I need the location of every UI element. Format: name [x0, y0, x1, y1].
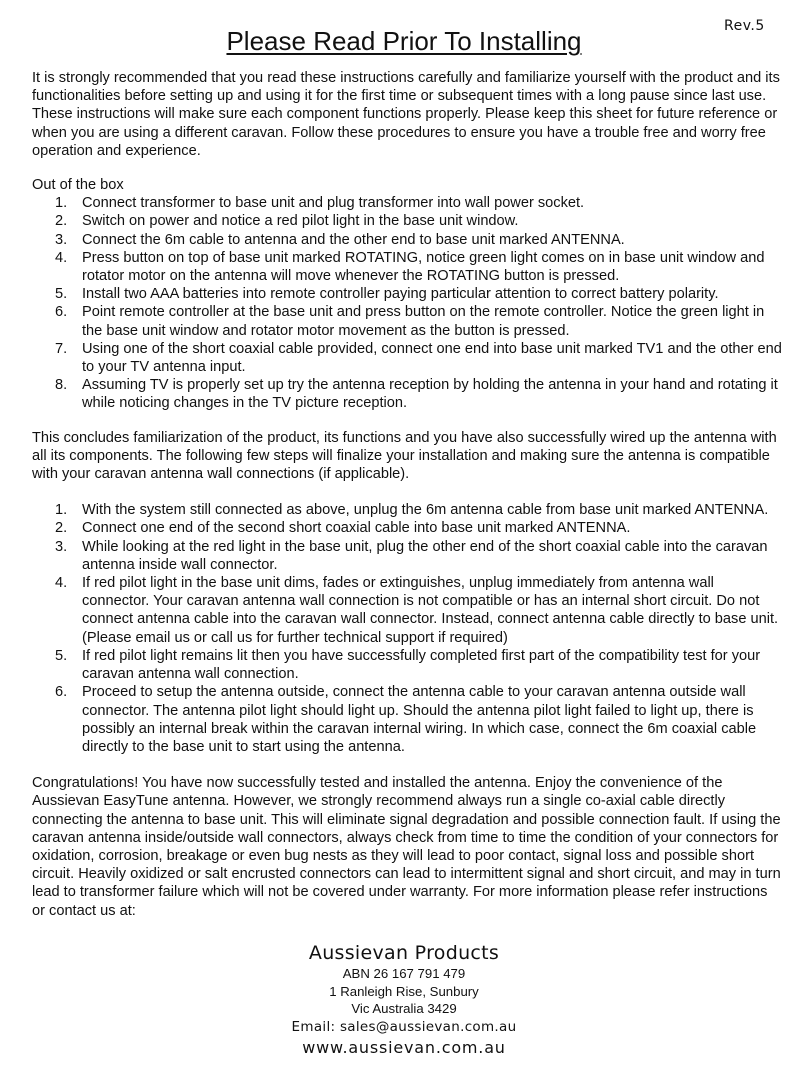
- list-item: [32, 231, 782, 249]
- intro-paragraph: It is strongly recommended that you read these instructions carefully and familiarize yourself with the product and its functionalities before setting up and using it for the first time or subsequent times with a long pause since last use. These instructions will make sure each component functions properly. Please keep this sheet for future reference or when you are using a different caravan. Follow these procedures to ensure you have a trouble free and worry free operation and experience.: [32, 70, 780, 159]
- step-text: While looking at the red light in the base unit, plug the other end of the short coaxial cable into the caravan antenna inside wall connector.: [82, 538, 768, 573]
- step-number: 2.: [55, 213, 68, 230]
- step-text: Connect the 6m cable to antenna and the other end to base unit marked ANTENNA.: [82, 231, 625, 248]
- list-item: [32, 249, 782, 285]
- website-link: www.aussievan.com.au: [302, 1037, 506, 1057]
- revision-label: Rev.5: [724, 18, 765, 34]
- step-number: 5.: [55, 286, 68, 303]
- step-text: With the system still connected as above, unplug the 6m antenna cable from base unit marked ANTENNA.: [82, 502, 769, 519]
- step-text: Press button on top of base unit marked ROTATING, notice green light comes on in base unit window and rotator motor on the antenna will move whenever the ROTATING button is pressed.: [82, 249, 765, 285]
- step-number: 1.: [55, 502, 68, 519]
- list-item: [32, 376, 782, 412]
- contact-block: [0, 941, 808, 1059]
- company-name: Aussievan Products: [308, 942, 500, 964]
- step-number: 7.: [55, 340, 68, 357]
- step-text: Point remote controller at the base unit and press button on the remote controller. Notice the green light in the base unit window and rotator motor movement as the button is pressed.: [82, 304, 765, 339]
- step-number: 1.: [55, 195, 68, 212]
- address-line-2: Vic Australia 3429: [351, 1001, 457, 1016]
- list-item: [32, 574, 782, 647]
- list-item: [32, 501, 782, 519]
- step-number: 4.: [55, 249, 68, 266]
- step-number: 5.: [55, 647, 68, 664]
- list-item: [32, 519, 782, 537]
- step-text: Connect one end of the second short coaxial cable into base unit marked ANTENNA.: [82, 520, 631, 537]
- conclusion-paragraph: This concludes familiarization of the product, its functions and you have also successfully wired up the antenna with all its components. The following few steps will finalize your installation and making sure the antenna is compatible with your caravan antenna wall connections (if applicable).: [32, 429, 777, 483]
- list-item: [32, 194, 782, 212]
- step-text: If red pilot light in the base unit dims, fades or extinguishes, unplug immediately from antenna wall connector. Your caravan antenna wall connection is not compatible or has an internal short circuit. Do not connect antenna cable into the caravan wall connector. Instead, connect antenna cable directly to base unit. (Please email us or call us for further technical support if required): [82, 575, 779, 646]
- compatibility-steps: [32, 501, 782, 756]
- step-text: Assuming TV is properly set up try the antenna reception by holding the antenna in your hand and rotating it while noticing changes in the TV picture reception.: [82, 377, 778, 412]
- closing-paragraph: Congratulations! You have now successfully tested and installed the antenna. Enjoy the convenience of the Aussievan EasyTune antenna. However, we strongly recommend always run a single co-axial cable directly connecting the antenna to base unit. This will eliminate signal degradation and possible connection fault. If using the caravan antenna inside/outside wall connectors, always check from time to time the condition of your connectors for oxidation, corrosion, breakage or even bug nests as they will lead to poor contact, signal loss and possible short circuit. Heavily oxidized or salt encrusted connectors can lead to intermittent signal and short circuit, and may in turn lead to transformer failure which will not be covered under warranty. For more information please refer instructions or contact us at:: [32, 775, 781, 919]
- list-item: [32, 340, 782, 376]
- out-of-box-steps: [32, 194, 782, 412]
- step-number: 6.: [55, 304, 68, 321]
- list-item: [32, 303, 782, 339]
- step-number: 2.: [55, 520, 68, 537]
- list-item: [32, 538, 782, 574]
- address-line-1: 1 Ranleigh Rise, Sunbury: [329, 983, 479, 999]
- step-text: Using one of the short coaxial cable provided, connect one end into base unit marked TV1 and the other end to your TV antenna input.: [82, 340, 782, 376]
- page-title: Please Read Prior To Installing: [226, 26, 582, 56]
- document-body: [32, 69, 782, 920]
- email-contact: Email: sales@aussievan.com.au: [291, 1018, 517, 1035]
- step-text: Switch on power and notice a red pilot light in the base unit window.: [82, 213, 519, 230]
- step-number: 4.: [55, 575, 68, 592]
- out-of-box-heading: Out of the box: [32, 177, 124, 194]
- step-text: Proceed to setup the antenna outside, connect the antenna cable to your caravan antenna outside wall connector. The antenna pilot light should light up. Should the antenna pilot light failed to light up, there is possibly an internal break within the caravan internal wiring. In which case, connect the 6m coaxial cable directly to the base unit to start using the antenna.: [82, 684, 757, 755]
- step-number: 3.: [55, 538, 68, 555]
- step-number: 3.: [55, 231, 68, 248]
- list-item: [32, 212, 782, 230]
- step-text: Install two AAA batteries into remote controller paying particular attention to correct battery polarity.: [82, 286, 719, 303]
- step-number: 8.: [55, 377, 68, 394]
- step-text: Connect transformer to base unit and plug transformer into wall power socket.: [82, 195, 585, 212]
- step-number: 6.: [55, 684, 68, 701]
- list-item: [32, 285, 782, 303]
- step-text: If red pilot light remains lit then you have successfully completed first part of the compatibility test for your caravan antenna wall connection.: [82, 647, 761, 683]
- abn-number: ABN 26 167 791 479: [342, 966, 466, 981]
- list-item: [32, 647, 782, 683]
- list-item: [32, 683, 782, 756]
